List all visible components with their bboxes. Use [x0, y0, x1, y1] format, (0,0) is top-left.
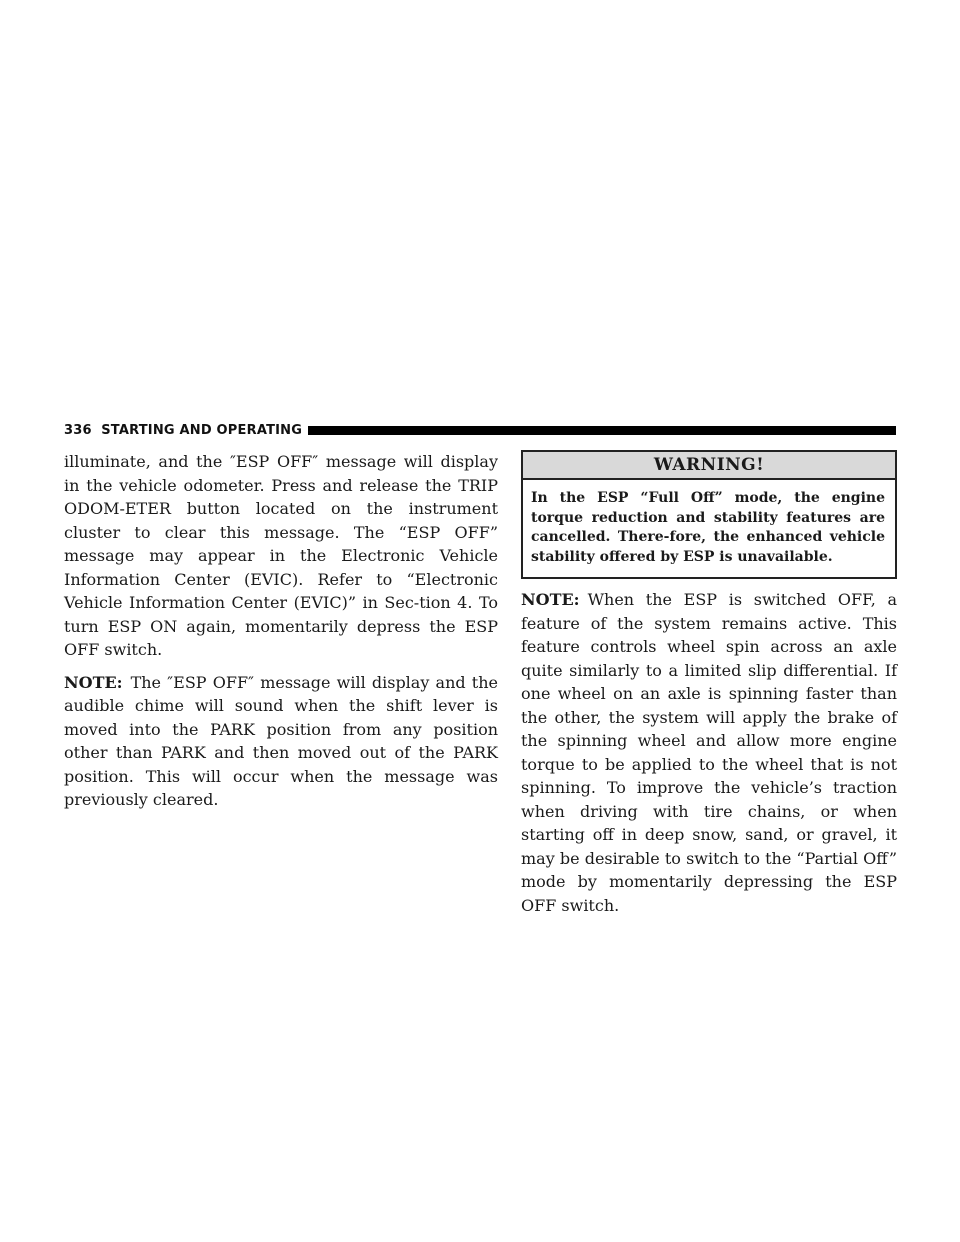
note-label: NOTE: [521, 590, 580, 609]
body-paragraph-text: illuminate, and the ″ESP OFF″ message will display in the vehicle odometer. Press and release the TRIP ODOM-ETER button located on the instrument cluster to clear this message. The “ESP OFF” message may appear in the Electronic Vehicle Information Center (EVIC). Refer to “Electronic Vehicle Information Center (EVIC)” in Sec-tion 4. To turn ESP ON again, momentarily depress the ESP OFF switch. [64, 452, 498, 659]
warning-title: WARNING! [523, 452, 895, 480]
body-paragraph [64, 450, 498, 662]
page-header [64, 422, 896, 438]
page-header-text [64, 423, 302, 438]
header-rule [308, 426, 896, 435]
warning-text: In the ESP “Full Off” mode, the engine torque reduction and stability features are cancelled. There-fore, the enhanced vehicle stability offered by ESP is unavailable. [531, 490, 885, 565]
section-title: STARTING AND OPERATING [101, 422, 303, 438]
note-text: The ″ESP OFF″ message will display and the audible chime will sound when the shift lever is moved into the PARK position from any position other than PARK and then moved out of the PARK position. This will occur when the message was previously cleared. [64, 672, 498, 809]
page-number: 336 [64, 422, 92, 438]
note-text: When the ESP is switched OFF, a feature of the system remains active. This feature controls wheel spin across an axle quite similarly to a limited slip differential. If one wheel on an axle is spinning faster than the other, the system will apply the brake of the spinning wheel and allow more engine torque to be applied to the wheel that is not spinning. To improve the vehicle’s traction when driving with tire chains, or when starting off in deep snow, sand, or gravel, it may be desirable to switch to the “Partial Off” mode by momentarily depressing the ESP OFF switch. [521, 590, 897, 915]
warning-box [521, 450, 897, 579]
left-column [64, 450, 498, 821]
right-column [521, 450, 897, 926]
note-paragraph [64, 671, 498, 812]
note-label: NOTE: [64, 672, 123, 692]
note-paragraph [521, 588, 897, 917]
